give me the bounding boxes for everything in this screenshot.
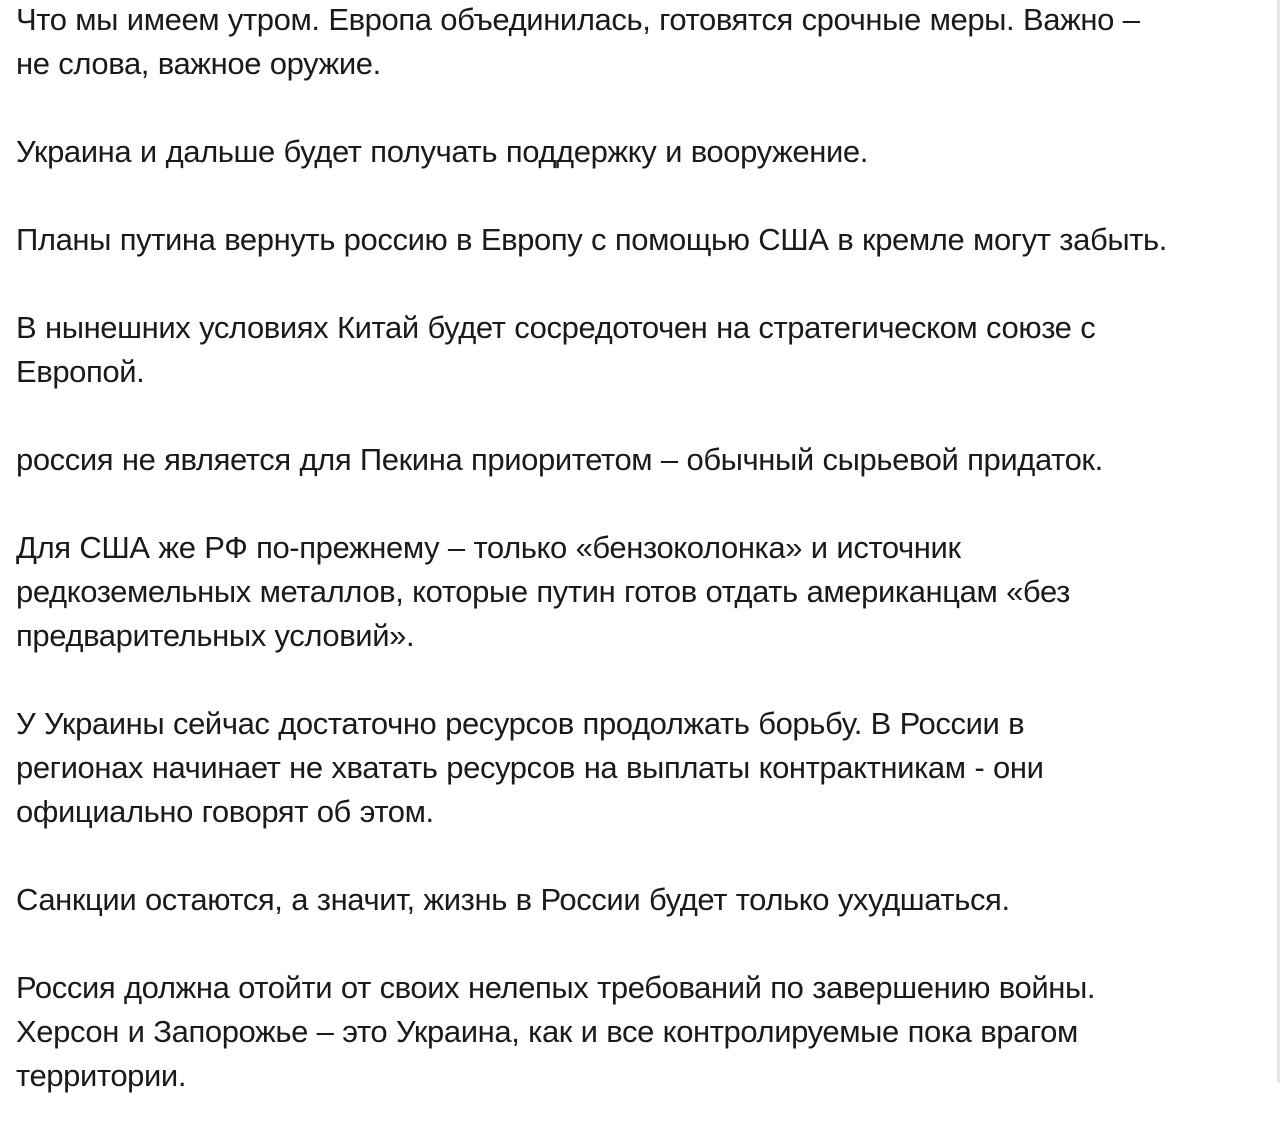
paragraph xyxy=(16,218,1274,262)
text-line: регионах начинает не хватать ресурсов на выплаты контрактникам - они xyxy=(16,750,1044,785)
paragraph xyxy=(16,130,1274,174)
text-line: Европой. xyxy=(16,354,145,389)
paragraph xyxy=(16,306,1274,394)
paragraph xyxy=(16,0,1274,86)
text-line: предварительных условий». xyxy=(16,618,415,653)
paragraph xyxy=(16,702,1274,834)
text-line: Россия должна отойти от своих нелепых требований по завершению войны. xyxy=(16,970,1096,1005)
text-line: Что мы имеем утром. Европа объединилась, готовятся срочные меры. Важно – xyxy=(16,2,1140,37)
post-text xyxy=(16,0,1274,1142)
paragraph xyxy=(16,526,1274,658)
paragraph xyxy=(16,966,1274,1098)
text-line: Для США же РФ по-прежнему – только «бензоколонка» и источник xyxy=(16,530,961,565)
text-line: Херсон и Запорожье – это Украина, как и все контролируемые пока врагом xyxy=(16,1014,1078,1049)
paragraph xyxy=(16,878,1274,922)
text-line: официально говорят об этом. xyxy=(16,794,434,829)
text-line: россия не является для Пекина приоритетом – обычный сырьевой придаток. xyxy=(16,442,1103,477)
text-line: редкоземельных металлов, которые путин готов отдать американцам «без xyxy=(16,574,1070,609)
text-line: территории. xyxy=(16,1058,187,1093)
text-line: У Украины сейчас достаточно ресурсов продолжать борьбу. В России в xyxy=(16,706,1025,741)
text-line: Планы путина вернуть россию в Европу с помощью США в кремле могут забыть. xyxy=(16,222,1167,257)
text-line: Украина и дальше будет получать поддержку и вооружение. xyxy=(16,134,868,169)
text-line: В нынешних условиях Китай будет сосредоточен на стратегическом союзе с xyxy=(16,310,1096,345)
paragraph xyxy=(16,438,1274,482)
text-line: не слова, важное оружие. xyxy=(16,46,381,81)
text-line: Санкции остаются, а значит, жизнь в России будет только ухудшаться. xyxy=(16,882,1010,917)
